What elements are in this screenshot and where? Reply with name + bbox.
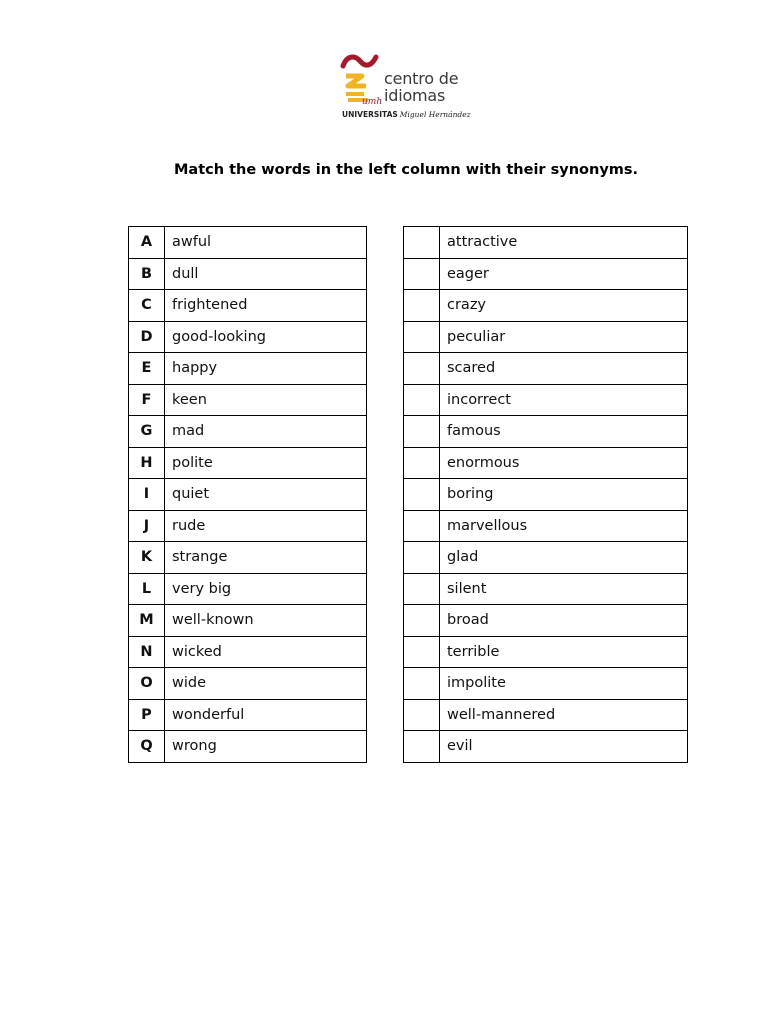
row-letter: M [129, 605, 165, 637]
right-table-row [404, 447, 688, 479]
right-table-row [404, 542, 688, 574]
left-table-row [129, 668, 367, 700]
row-letter: C [129, 290, 165, 322]
row-word: strange [165, 542, 367, 574]
left-table-row [129, 321, 367, 353]
row-word: dull [165, 258, 367, 290]
synonym-word: crazy [440, 290, 688, 322]
row-word: wrong [165, 731, 367, 763]
row-letter: H [129, 447, 165, 479]
right-table-row [404, 636, 688, 668]
right-table-row [404, 258, 688, 290]
left-table-row [129, 227, 367, 259]
row-word: keen [165, 384, 367, 416]
row-letter: I [129, 479, 165, 511]
row-letter: J [129, 510, 165, 542]
synonym-word: well-mannered [440, 699, 688, 731]
left-table-row [129, 605, 367, 637]
university-italic: Miguel Hernández [399, 110, 471, 119]
right-table-row [404, 731, 688, 763]
row-word: frightened [165, 290, 367, 322]
row-letter: F [129, 384, 165, 416]
right-table-row [404, 573, 688, 605]
answer-blank-cell[interactable] [404, 321, 440, 353]
synonym-word: glad [440, 542, 688, 574]
row-letter: O [129, 668, 165, 700]
instructions: Match the words in the left column with their synonyms. [173, 162, 639, 178]
row-word: quiet [165, 479, 367, 511]
answer-blank-cell[interactable] [404, 353, 440, 385]
left-table-row [129, 510, 367, 542]
row-letter: Q [129, 731, 165, 763]
synonym-word: silent [440, 573, 688, 605]
left-table-row [129, 353, 367, 385]
left-word-table [128, 226, 367, 763]
row-letter: G [129, 416, 165, 448]
row-word: very big [165, 573, 367, 605]
row-letter: A [129, 227, 165, 259]
answer-blank-cell[interactable] [404, 731, 440, 763]
umh-logo-mark [338, 52, 384, 110]
answer-blank-cell[interactable] [404, 416, 440, 448]
right-table-row [404, 290, 688, 322]
row-letter: P [129, 699, 165, 731]
synonym-word: broad [440, 605, 688, 637]
synonym-word: boring [440, 479, 688, 511]
synonym-word: impolite [440, 668, 688, 700]
answer-blank-cell[interactable] [404, 699, 440, 731]
left-table-row [129, 290, 367, 322]
answer-blank-cell[interactable] [404, 290, 440, 322]
synonym-word: incorrect [440, 384, 688, 416]
answer-blank-cell[interactable] [404, 573, 440, 605]
left-table-row [129, 384, 367, 416]
answer-blank-cell[interactable] [404, 668, 440, 700]
logo-text [384, 70, 458, 104]
row-word: wide [165, 668, 367, 700]
left-table-row [129, 573, 367, 605]
left-table-row [129, 542, 367, 574]
row-word: wicked [165, 636, 367, 668]
right-table-row [404, 668, 688, 700]
answer-blank-cell[interactable] [404, 605, 440, 637]
left-table-row [129, 699, 367, 731]
row-word: awful [165, 227, 367, 259]
right-table-row [404, 605, 688, 637]
right-synonym-table [403, 226, 688, 763]
university-bold: UNIVERSITAS [342, 110, 398, 119]
answer-blank-cell[interactable] [404, 636, 440, 668]
right-table-row [404, 479, 688, 511]
row-word: mad [165, 416, 367, 448]
row-letter: L [129, 573, 165, 605]
right-table-row [404, 321, 688, 353]
synonym-word: attractive [440, 227, 688, 259]
left-table-row [129, 731, 367, 763]
logo-mark-text: umh [362, 97, 383, 107]
answer-blank-cell[interactable] [404, 384, 440, 416]
left-table-row [129, 479, 367, 511]
logo-line-2: idiomas [384, 86, 446, 105]
row-word: polite [165, 447, 367, 479]
row-letter: K [129, 542, 165, 574]
right-table-row [404, 353, 688, 385]
row-letter: B [129, 258, 165, 290]
row-word: rude [165, 510, 367, 542]
logo-line-1: centro de [384, 69, 459, 88]
right-table-row [404, 227, 688, 259]
answer-blank-cell[interactable] [404, 479, 440, 511]
left-table-row [129, 447, 367, 479]
synonym-word: enormous [440, 447, 688, 479]
row-word: happy [165, 353, 367, 385]
row-word: wonderful [165, 699, 367, 731]
left-table-row [129, 416, 367, 448]
answer-blank-cell[interactable] [404, 510, 440, 542]
row-letter: N [129, 636, 165, 668]
answer-blank-cell[interactable] [404, 258, 440, 290]
logo [338, 52, 478, 124]
row-word: well-known [165, 605, 367, 637]
left-table-row [129, 636, 367, 668]
synonym-word: eager [440, 258, 688, 290]
answer-blank-cell[interactable] [404, 227, 440, 259]
synonym-word: famous [440, 416, 688, 448]
synonym-word: peculiar [440, 321, 688, 353]
synonym-word: marvellous [440, 510, 688, 542]
synonym-word: scared [440, 353, 688, 385]
left-table-row [129, 258, 367, 290]
right-table-row [404, 384, 688, 416]
row-letter: E [129, 353, 165, 385]
university-name [342, 110, 471, 119]
right-table-row [404, 416, 688, 448]
synonym-word: evil [440, 731, 688, 763]
row-letter: D [129, 321, 165, 353]
right-table-row [404, 699, 688, 731]
right-table-row [404, 510, 688, 542]
row-word: good-looking [165, 321, 367, 353]
synonym-word: terrible [440, 636, 688, 668]
answer-blank-cell[interactable] [404, 447, 440, 479]
answer-blank-cell[interactable] [404, 542, 440, 574]
